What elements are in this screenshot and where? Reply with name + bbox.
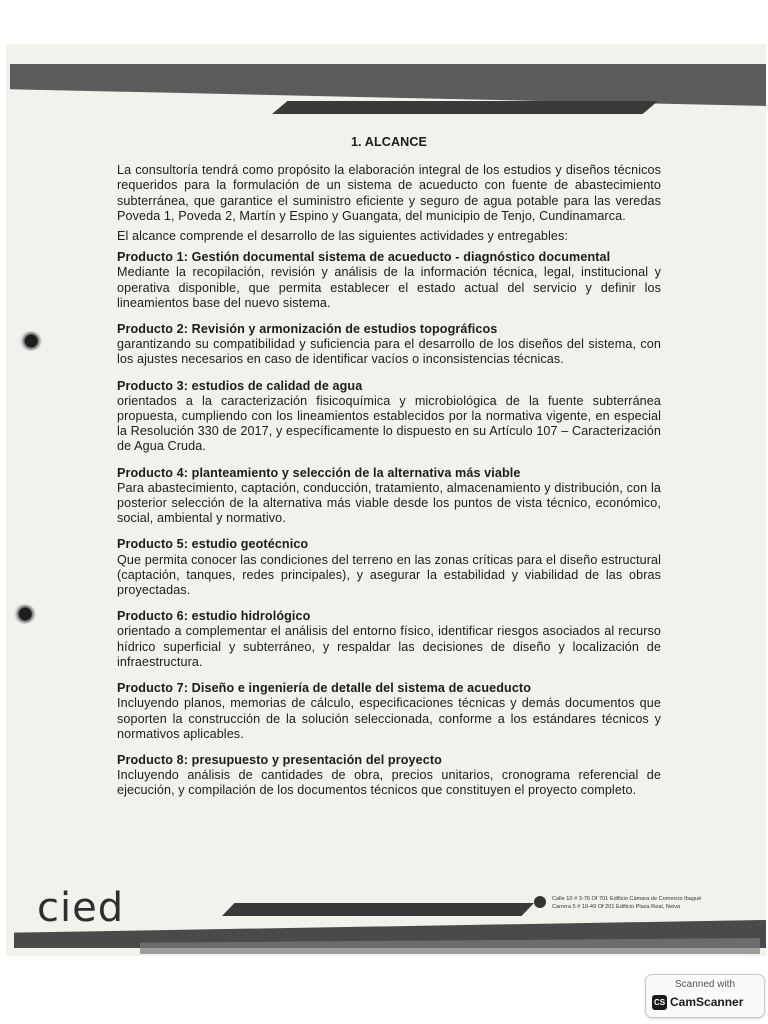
product-title: Producto 8: presupuesto y presentación del proyecto [117, 752, 442, 767]
footer-address [552, 895, 752, 911]
product-item [117, 379, 661, 455]
product-description: Para abastecimiento, captación, conducción, tratamiento, almacenamiento y distribución, con la posterior selección de la alternativa más viable desde los puntos de vista técnico, económico, social, ambiental y normativo. [117, 480, 661, 526]
punch-hole-bottom [12, 604, 36, 624]
scanned-label: Scanned with [674, 979, 736, 990]
product-title: Producto 5: estudio geotécnico [117, 537, 309, 552]
location-pin-icon [534, 896, 546, 908]
product-item [117, 537, 661, 598]
product-title: Producto 4: planteamiento y selección de la alternativa más viable [117, 465, 521, 480]
product-description: garantizando su compatibilidad y suficiencia para el desarrollo de los diseños del sistema, con los ajustes necesarios en caso de identificar vacíos o inconsistencias técnicas. [117, 337, 661, 367]
product-description: Incluyendo análisis de cantidades de obra, precios unitarios, cronograma referencial de ejecución, y compilación de los documentos técnicos que constituyen el proyecto completo. [117, 768, 661, 798]
camscanner-logo-icon: CS [652, 995, 667, 1010]
header-stripe [272, 101, 658, 114]
punch-hole-top [18, 331, 42, 351]
company-logo: cied [37, 885, 125, 931]
product-description: Mediante la recopilación, revisión y análisis de la información técnica, legal, institucional y operativa disponible, que permita establecer el estado actual del servicio y definir los lineamientos base del nuevo sistema. [117, 265, 661, 310]
product-description: orientados a la caracterización fisicoquímica y microbiológica de la fuente subterránea propuesta, cumpliendo con los lineamientos establecidos por la normativa vigente, en especial la Resolución 330 de 2017, y específicamente lo dispuesto en su Artículo 107 – Caracterización de Agua Cruda. [117, 393, 661, 454]
product-description: Incluyendo planos, memorias de cálculo, especificaciones técnicas y demás documentos que soporten la construcción de la solución seleccionada, conforme a los estándares técnicos y normativos aplicables. [117, 696, 661, 741]
camscanner-name: CamScanner [670, 995, 744, 1009]
product-item [117, 609, 661, 670]
product-title: Producto 2: Revisión y armonización de estudios topográficos [117, 322, 498, 337]
address-line-2: Carrera 5 # 10-49 Of 201 Edificio Plaza Real, Neiva [552, 904, 681, 910]
product-title: Producto 3: estudios de calidad de agua [117, 378, 363, 393]
product-description: orientado a complementar el análisis del entorno físico, identificar riesgos asociados al recurso hídrico superficial y subterráneo, y respaldar las decisiones de diseño y localización de infraestructura. [117, 624, 661, 669]
product-title: Producto 1: Gestión documental sistema de acueducto - diagnóstico documental [117, 250, 611, 265]
product-item [117, 681, 661, 742]
product-item [117, 466, 661, 527]
product-item [117, 753, 661, 799]
product-item [117, 322, 661, 368]
document-body [117, 135, 661, 799]
product-description: Que permita conocer las condiciones del terreno en las zonas críticas para el diseño estructural (captación, tanques, redes principales), y asegurar la estabilidad y viabilidad de las obras proyectadas. [117, 552, 661, 598]
footer-stripe [222, 903, 534, 916]
product-item [117, 250, 661, 311]
camscanner-watermark [645, 974, 765, 1018]
product-title: Producto 7: Diseño e ingeniería de detalle del sistema de acueducto [117, 681, 532, 696]
section-title: 1. ALCANCE [350, 135, 428, 149]
product-title: Producto 6: estudio hidrológico [117, 609, 311, 624]
scope-lead: El alcance comprende el desarrollo de las siguientes actividades y entregables: [117, 229, 569, 244]
address-line-1: Calle 10 # 3-76 Of 701 Edificio Cámara de Comercio Ibagué [552, 896, 702, 902]
intro-paragraph: La consultoría tendrá como propósito la elaboración integral de los estudios y diseños técnicos requeridos para la formulación de un sistema de acueducto con fuente de abastecimiento subterránea, que garantice el suministro eficiente y seguro de agua potable para las veredas Poveda 1, Poveda 2, Martín y Espino y Guangata, del municipio de Tenjo, Cundinamarca. [117, 163, 661, 223]
